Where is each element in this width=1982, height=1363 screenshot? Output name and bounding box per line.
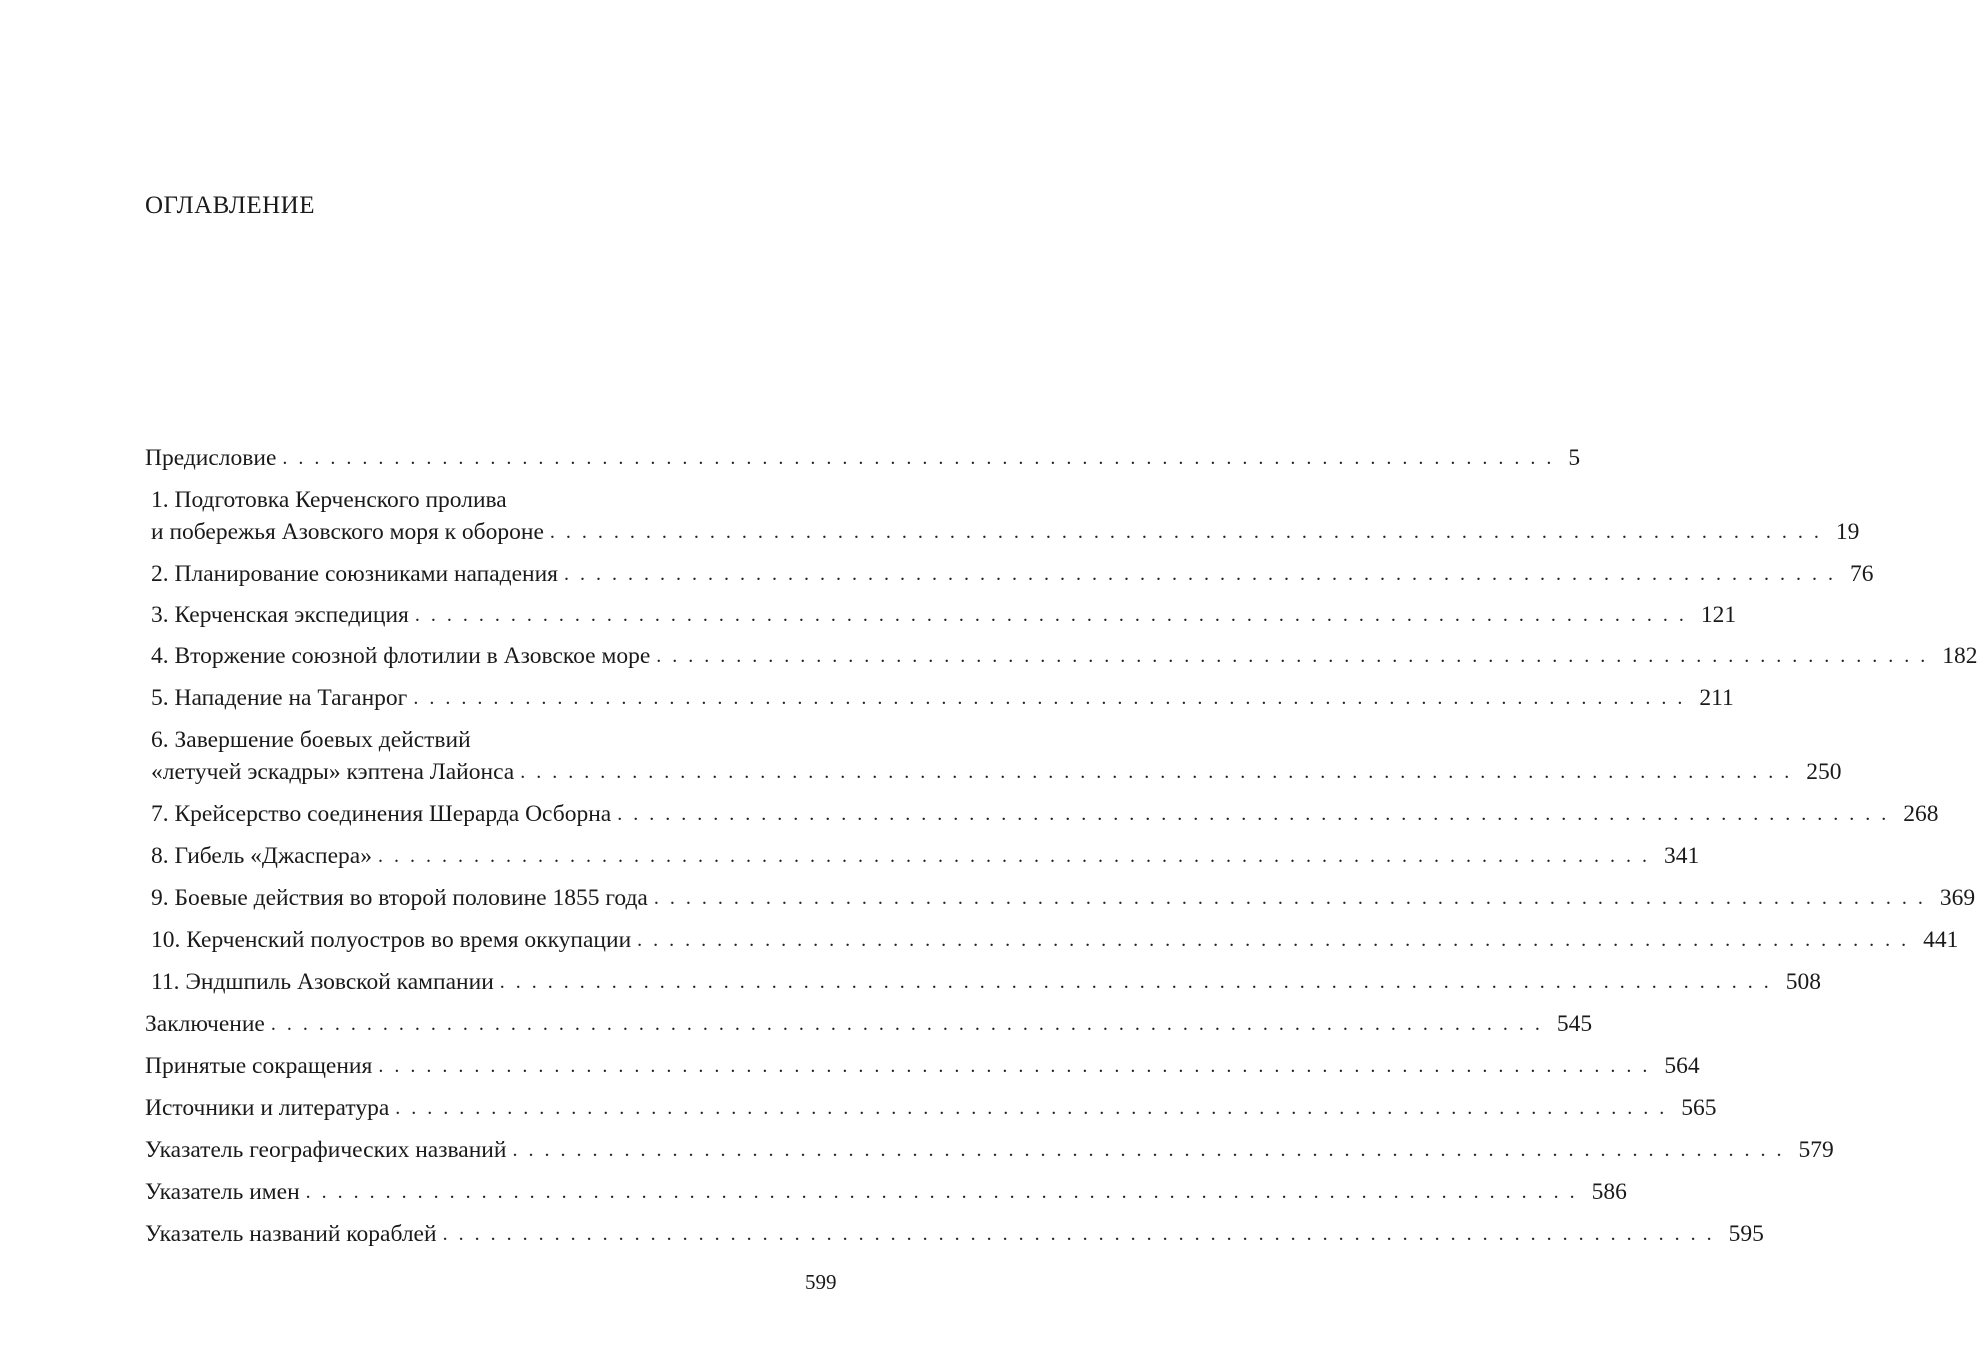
toc-entry-title — [151, 966, 494, 998]
toc-entry — [145, 1134, 1834, 1166]
toc-leader-dots: ................................................................................ — [270, 1013, 1551, 1035]
toc-entry-title — [151, 682, 407, 714]
toc-entry-title — [145, 1134, 506, 1166]
toc-leader-dots: ................................................................................ — [305, 1181, 1586, 1203]
toc-entry-title — [151, 798, 611, 830]
toc-entry-title-line: 3. Керченская экспедиция — [151, 602, 409, 628]
toc-entry-page: 19 — [1835, 519, 1860, 545]
toc-entry-title-line: 11. Эндшпиль Азовской кампании — [151, 969, 494, 995]
toc-entry-title — [145, 1176, 300, 1208]
toc-leader-dots: ................................................................................ — [282, 447, 1563, 469]
page-title: ОГЛАВЛЕНИЕ — [145, 192, 315, 219]
toc-entry-page: 545 — [1556, 1011, 1593, 1037]
toc-entry-title-line: 1. Подготовка Керченского пролива — [151, 487, 507, 513]
toc-entry-title-line: Источники и литература — [145, 1095, 390, 1121]
toc-entry — [145, 484, 1860, 548]
table-of-contents — [145, 442, 1978, 1250]
toc-entry-page: 564 — [1664, 1053, 1700, 1079]
toc-entry-page: 182 — [1942, 643, 1978, 669]
toc-entry-title-line: 4. Вторжение союзной флотилии в Азовское море — [151, 643, 651, 669]
toc-entry-title — [151, 924, 631, 956]
toc-leader-dots: ................................................................................ — [653, 887, 1934, 909]
toc-entry — [145, 640, 1978, 672]
toc-entry-page: 5 — [1568, 445, 1581, 471]
toc-entry-page: 76 — [1850, 561, 1874, 587]
toc-entry-page: 341 — [1663, 843, 1700, 869]
toc-entry-title — [151, 484, 544, 548]
toc-entry — [145, 840, 1700, 872]
toc-entry-title-line: Принятые сокращения — [145, 1053, 373, 1079]
toc-leader-dots: ................................................................................ — [520, 761, 1801, 783]
toc-entry-page: 579 — [1798, 1137, 1834, 1163]
toc-entry — [145, 1092, 1717, 1124]
toc-entry-title-line: Указатель географических названий — [145, 1137, 507, 1163]
toc-leader-dots: ................................................................................ — [378, 1055, 1659, 1077]
toc-leader-dots: ................................................................................ — [512, 1139, 1793, 1161]
toc-entry-title-line: «летучей эскадры» кэптена Лайонса — [151, 759, 515, 785]
toc-entry-title-line: Заключение — [145, 1011, 265, 1037]
toc-entry — [145, 924, 1959, 956]
toc-entry-page: 586 — [1591, 1179, 1627, 1205]
toc-entry-page: 441 — [1923, 927, 1959, 953]
toc-entry-title — [145, 1218, 437, 1250]
toc-entry-title-line: Указатель имен — [145, 1179, 300, 1205]
toc-entry-title-line: 8. Гибель «Джаспера» — [151, 843, 372, 869]
toc-entry-title-line: и побережья Азовского моря к обороне — [151, 519, 544, 545]
toc-entry-title-line: 6. Завершение боевых действий — [151, 727, 471, 753]
toc-leader-dots: ................................................................................ — [377, 845, 1658, 867]
toc-entry — [145, 966, 1822, 998]
toc-entry-page: 211 — [1699, 685, 1734, 711]
toc-entry — [145, 1218, 1764, 1250]
toc-entry — [145, 442, 1581, 474]
toc-entry-title — [145, 1092, 389, 1124]
toc-entry — [145, 724, 1842, 788]
toc-entry-page: 250 — [1806, 759, 1842, 785]
toc-leader-dots: ................................................................................ — [656, 645, 1937, 667]
toc-entry-title — [151, 882, 648, 914]
toc-entry-title — [151, 599, 409, 631]
toc-leader-dots: ................................................................................ — [637, 929, 1918, 951]
toc-leader-dots: ................................................................................ — [617, 803, 1898, 825]
toc-entry-title-line: 10. Керченский полуостров во время оккупации — [151, 927, 632, 953]
toc-entry-title — [145, 442, 276, 474]
toc-entry-title-line: 9. Боевые действия во второй половине 1855 года — [151, 885, 648, 911]
toc-entry — [145, 882, 1976, 914]
toc-entry — [145, 798, 1939, 830]
toc-entry — [145, 558, 1874, 590]
toc-leader-dots: ................................................................................ — [564, 563, 1844, 585]
toc-leader-dots: ................................................................................ — [442, 1223, 1723, 1245]
toc-leader-dots: ................................................................................ — [414, 604, 1695, 626]
toc-entry-title — [151, 840, 372, 872]
toc-entry-title-line: 2. Планирование союзниками нападения — [151, 561, 558, 587]
toc-entry-title-line: Указатель названий кораблей — [145, 1221, 437, 1247]
toc-entry-title-line: 7. Крейсерство соединения Шерарда Осборна — [151, 801, 612, 827]
toc-entry — [145, 682, 1734, 714]
toc-entry-title-line: 5. Нападение на Таганрог — [151, 685, 408, 711]
page-number: 599 — [805, 1270, 837, 1294]
toc-leader-dots: ................................................................................ — [499, 971, 1780, 993]
toc-entry — [145, 1050, 1700, 1082]
toc-entry-page: 595 — [1728, 1221, 1764, 1247]
toc-entry-title — [151, 640, 650, 672]
toc-entry-page: 565 — [1681, 1095, 1717, 1121]
toc-entry — [145, 599, 1737, 631]
toc-entry-title — [151, 558, 558, 590]
toc-entry-page: 121 — [1700, 602, 1737, 628]
toc-leader-dots: ................................................................................ — [413, 687, 1694, 709]
toc-entry-title — [145, 1050, 372, 1082]
toc-entry — [145, 1176, 1627, 1208]
toc-entry-page: 508 — [1785, 969, 1822, 995]
toc-entry-title — [145, 1008, 265, 1040]
toc-leader-dots: ................................................................................ — [395, 1097, 1676, 1119]
toc-leader-dots: ................................................................................ — [549, 521, 1830, 543]
toc-entry-page: 268 — [1903, 801, 1939, 827]
toc-entry — [145, 1008, 1593, 1040]
toc-entry-page: 369 — [1939, 885, 1976, 911]
toc-entry-title — [151, 724, 514, 788]
toc-entry-title-line: Предисловие — [145, 445, 277, 471]
